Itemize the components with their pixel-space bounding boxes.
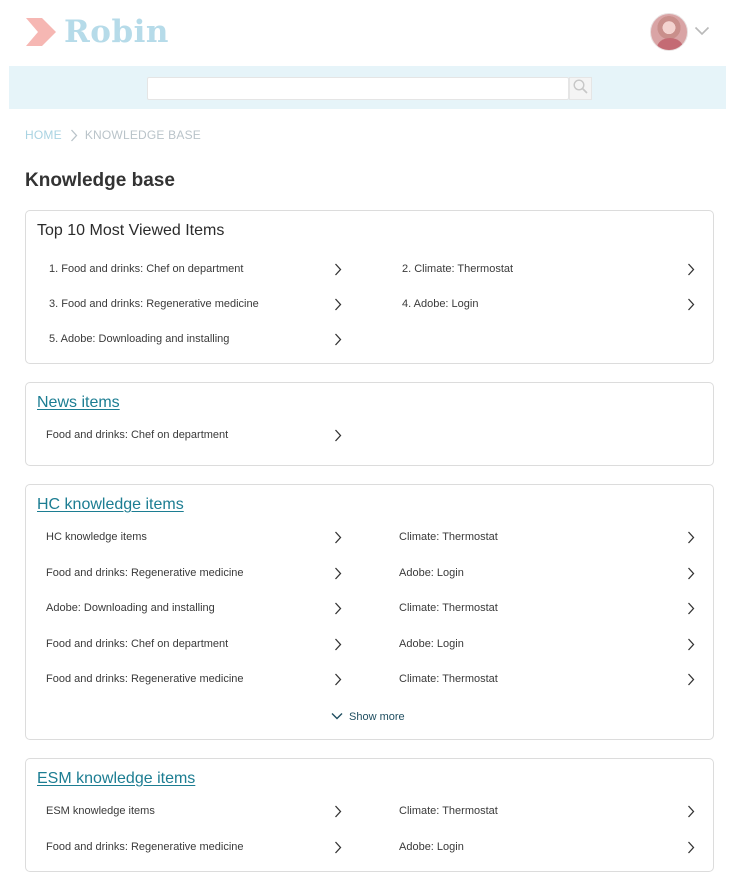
list-item-label: Food and drinks: Chef on department [46,638,229,650]
chevron-right-icon [687,567,695,580]
chevron-right-icon [334,531,342,544]
list-item[interactable] [399,598,695,618]
chevron-right-icon [334,602,342,615]
hc-card [25,484,714,740]
chevron-down-icon [331,711,343,723]
list-item[interactable] [46,837,342,857]
breadcrumb-home-link[interactable]: HOME [25,128,62,142]
chevron-right-icon [334,805,342,818]
chevron-right-icon [334,638,342,651]
chevron-right-icon [687,263,695,276]
show-more-button[interactable] [331,711,405,723]
list-item[interactable] [46,598,342,618]
list-item-label: Adobe: Login [399,841,464,853]
list-item[interactable] [46,425,342,445]
news-card [25,382,714,466]
list-item[interactable] [399,837,695,857]
user-menu[interactable] [650,13,710,51]
breadcrumb-current: KNOWLEDGE BASE [84,128,201,142]
list-item-label: ESM knowledge items [46,805,155,817]
list-item[interactable] [402,259,695,279]
breadcrumb [25,128,201,142]
logo-chevron-icon [24,16,58,48]
list-item-label: Climate: Thermostat [399,531,498,543]
chevron-right-icon [334,673,342,686]
esm-knowledge-items-link[interactable]: ESM knowledge items [37,770,196,787]
list-item-label: 5. Adobe: Downloading and installing [49,333,230,345]
list-item-label: Food and drinks: Regenerative medicine [46,673,244,685]
list-item-label: Food and drinks: Regenerative medicine [46,841,244,853]
list-item[interactable] [399,634,695,654]
search-input[interactable] [147,77,569,100]
list-item[interactable] [399,801,695,821]
list-item-label: Adobe: Login [399,567,464,579]
list-item-label: Adobe: Downloading and installing [46,602,215,614]
search-button[interactable] [569,77,592,100]
chevron-right-icon [334,841,342,854]
list-item[interactable] [49,329,342,349]
chevron-right-icon [687,841,695,854]
chevron-right-icon [687,602,695,615]
show-more-label: Show more [349,711,405,723]
list-item-label: Climate: Thermostat [399,673,498,685]
list-item[interactable] [49,294,342,314]
list-item[interactable] [402,294,695,314]
list-item-label: 1. Food and drinks: Chef on department [49,263,244,275]
list-item[interactable] [46,669,342,689]
hc-knowledge-items-link[interactable]: HC knowledge items [37,496,184,513]
page-title: Knowledge base [25,170,175,191]
list-item[interactable] [46,801,342,821]
chevron-right-icon [687,673,695,686]
list-item-label: HC knowledge items [46,531,147,543]
search-icon [573,79,588,99]
list-item[interactable] [399,563,695,583]
robin-logo[interactable] [24,14,169,50]
chevron-right-icon [334,429,342,442]
news-items-link[interactable]: News items [37,394,120,411]
chevron-right-icon [687,805,695,818]
chevron-right-icon [687,531,695,544]
list-item[interactable] [46,634,342,654]
list-item-label: 2. Climate: Thermostat [402,263,514,275]
list-item[interactable] [399,669,695,689]
list-item-label: Climate: Thermostat [399,805,498,817]
list-item-label: 4. Adobe: Login [402,298,479,310]
chevron-right-icon [334,298,342,311]
chevron-right-icon [687,298,695,311]
chevron-right-icon [334,567,342,580]
list-item-label: Food and drinks: Regenerative medicine [46,567,244,579]
list-item-label: 3. Food and drinks: Regenerative medicine [49,298,259,310]
chevron-right-icon [334,333,342,346]
app-header [0,0,735,66]
top10-title: Top 10 Most Viewed Items [37,222,225,239]
list-item[interactable] [46,527,342,547]
list-item[interactable] [46,563,342,583]
brand-name: Robin [64,14,169,50]
list-item-label: Food and drinks: Chef on department [46,429,229,441]
list-item[interactable] [49,259,342,279]
chevron-right-icon [334,263,342,276]
list-item-label: Adobe: Login [399,638,464,650]
chevron-right-icon [70,129,78,142]
chevron-down-icon[interactable] [694,23,710,41]
top10-card [25,210,714,364]
search-bar [9,66,726,109]
list-item[interactable] [399,527,695,547]
avatar[interactable] [650,13,688,51]
list-item-label: Climate: Thermostat [399,602,498,614]
chevron-right-icon [687,638,695,651]
esm-card [25,758,714,872]
